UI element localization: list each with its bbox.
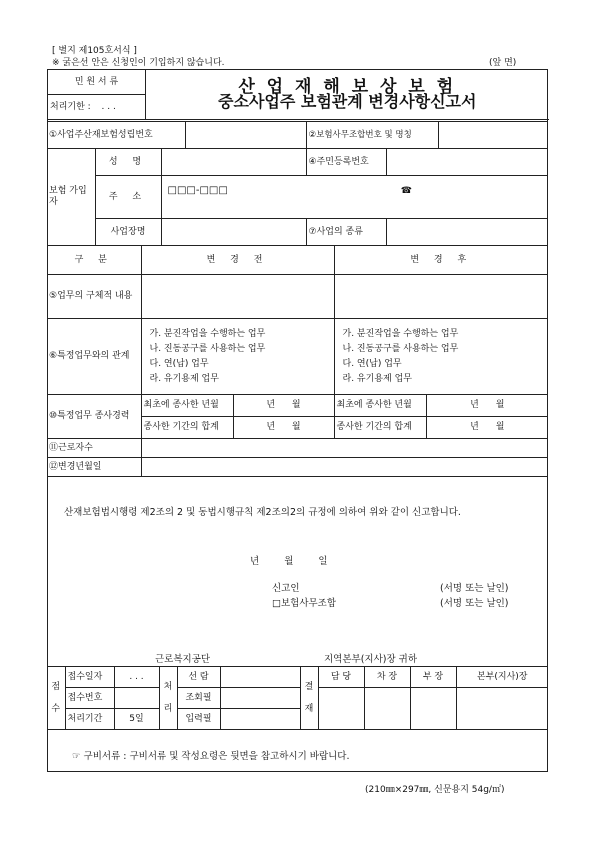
total-period-after-field[interactable]: 년 월 — [426, 417, 548, 439]
review-seen-label: 선 람 — [177, 667, 220, 688]
option-before-c: 다. 연(납) 업무 — [149, 358, 209, 369]
workers-field[interactable] — [141, 439, 548, 458]
after-header: 변 경 후 — [334, 246, 548, 275]
receipt-date-label: 접수일자 — [65, 667, 114, 688]
declaration-text: 산재보험법시행령 제2조의 2 및 동법시행규칙 제2조의2의 규정에 의하여 위와 같이 신고합니다. — [64, 507, 461, 518]
name-label: 성 명 — [95, 149, 161, 176]
union-signature[interactable]: (서명 또는 날인) — [440, 598, 509, 609]
sign-deputy[interactable] — [364, 688, 410, 730]
total-period-before-label: 종사한 기간의 합계 — [141, 417, 233, 439]
first-year-after-field[interactable]: 년 월 — [426, 395, 548, 417]
phone-icon: ☎ — [400, 186, 412, 196]
approver-branch-head: 본부(지사)장 — [456, 667, 548, 688]
receipt-date-value: . . . — [114, 667, 159, 688]
establishment-no-field[interactable] — [185, 122, 306, 149]
union-label: □보험사무조합 — [272, 598, 337, 609]
receipt-no-label: 접수번호 — [65, 688, 114, 709]
option-after-d: 라. 유기용제 업무 — [342, 373, 412, 384]
option-after-a: 가. 분진작업을 수행하는 업무 — [342, 328, 459, 339]
insured-table — [47, 148, 548, 246]
process-period — [48, 95, 146, 120]
business-type-label: ⑦사업의 종류 — [306, 219, 386, 246]
sign-branch-head[interactable] — [456, 688, 548, 730]
option-before-a: 가. 분진작업을 수행하는 업무 — [149, 328, 266, 339]
first-year-before-label: 최초에 종사한 년월 — [141, 395, 233, 417]
form-title-line2: 중소사업주 보험관계 변경사항신고서 — [218, 91, 477, 111]
declaration-date: 년 월 일 — [250, 556, 328, 567]
process-days: 5일 — [114, 709, 159, 730]
process-period-row-label: 처리기간 — [65, 709, 114, 730]
special-relation-label: ⑥특정업무와의 관계 — [47, 319, 141, 395]
name-field[interactable] — [161, 149, 306, 176]
process-period-label: 처리기한 : — [50, 101, 91, 112]
change-table — [47, 245, 548, 477]
category-header: 구 분 — [47, 246, 141, 275]
receipt-label: 점 수 — [47, 667, 65, 730]
paper-spec: (210㎜×297㎜, 신문용지 54g/㎡) — [365, 785, 505, 795]
review-input-label: 입력필 — [177, 709, 220, 730]
business-type-field[interactable] — [386, 219, 548, 246]
first-year-after-label: 최초에 종사한 년월 — [334, 395, 426, 417]
insured-group-label: 보험 가입자 — [47, 149, 95, 246]
change-date-label: ⑫변경년월일 — [47, 458, 141, 477]
total-period-before-field[interactable]: 년 월 — [233, 417, 334, 439]
review-checked-field[interactable] — [220, 688, 300, 709]
form-number: [ 별지 제105호서식 ] — [52, 46, 137, 56]
label-union-no: ②보험사무조합번호 및 명칭 — [306, 122, 438, 149]
reporter-signature[interactable]: (서명 또는 날인) — [440, 583, 509, 594]
first-year-before-field[interactable]: 년 월 — [233, 395, 334, 417]
reporter-label: 신고인 — [272, 583, 300, 594]
insurance-number-table — [47, 121, 548, 149]
address-label: 주 소 — [95, 176, 161, 219]
civil-doc-label: 민 원 서 류 — [48, 70, 146, 95]
workplace-field[interactable] — [161, 219, 306, 246]
sign-manager[interactable] — [410, 688, 456, 730]
change-date-field[interactable] — [141, 458, 548, 477]
option-after-c: 다. 연(납) 업무 — [342, 358, 402, 369]
special-options-before — [141, 319, 334, 395]
recipient-agency: 근로복지공단 — [155, 654, 211, 665]
review-checked-label: 조회필 — [177, 688, 220, 709]
total-period-after-label: 종사한 기간의 합계 — [334, 417, 426, 439]
recipient-office: 지역본부(지사)장 귀하 — [324, 654, 418, 665]
receipt-table — [47, 666, 548, 730]
address-field[interactable] — [161, 176, 548, 219]
sign-staff[interactable] — [318, 688, 364, 730]
work-detail-label: ⑤업무의 구체적 내용 — [47, 275, 141, 319]
title-table — [47, 69, 549, 120]
postal-code-boxes: □□□-□□□ — [167, 185, 228, 196]
form-title-line1: 산 업 재 해 보 상 보 험 — [238, 76, 457, 97]
review-seen-field[interactable] — [220, 667, 300, 688]
process-period-value: . . . — [101, 101, 116, 112]
process-label: 처 리 — [159, 667, 177, 730]
form-title — [146, 70, 549, 120]
ssn-field[interactable] — [386, 149, 548, 176]
review-input-field[interactable] — [220, 709, 300, 730]
option-before-b: 나. 진동공구를 사용하는 업무 — [149, 343, 266, 354]
option-before-d: 라. 유기용제 업무 — [149, 373, 219, 384]
ssn-label: ④주민등록번호 — [306, 149, 386, 176]
option-after-b: 나. 진동공구를 사용하는 업무 — [342, 343, 459, 354]
approver-deputy: 차 장 — [364, 667, 410, 688]
attachments-note: ☞ 구비서류 : 구비서류 및 작성요령은 뒷면을 참고하시기 바랍니다. — [72, 751, 350, 762]
before-header: 변 경 전 — [141, 246, 334, 275]
notice-text: ※ 굵은선 안은 신청인이 기입하지 않습니다. — [52, 58, 225, 68]
workers-label: ⑪근로자수 — [47, 439, 141, 458]
work-detail-before[interactable] — [141, 275, 334, 319]
approver-staff: 담 당 — [318, 667, 364, 688]
label-establishment-no: ①사업주산재보험성립번호 — [47, 122, 185, 149]
approver-manager: 부 장 — [410, 667, 456, 688]
special-options-after — [334, 319, 548, 395]
union-no-field[interactable] — [438, 122, 548, 149]
approval-label: 결 재 — [300, 667, 318, 730]
receipt-no-field[interactable] — [114, 688, 159, 709]
career-label: ⑩특정업무 종사경력 — [47, 395, 141, 439]
work-detail-after[interactable] — [334, 275, 548, 319]
workplace-label: 사업장명 — [95, 219, 161, 246]
page-side-label: (앞 면) — [489, 58, 517, 68]
